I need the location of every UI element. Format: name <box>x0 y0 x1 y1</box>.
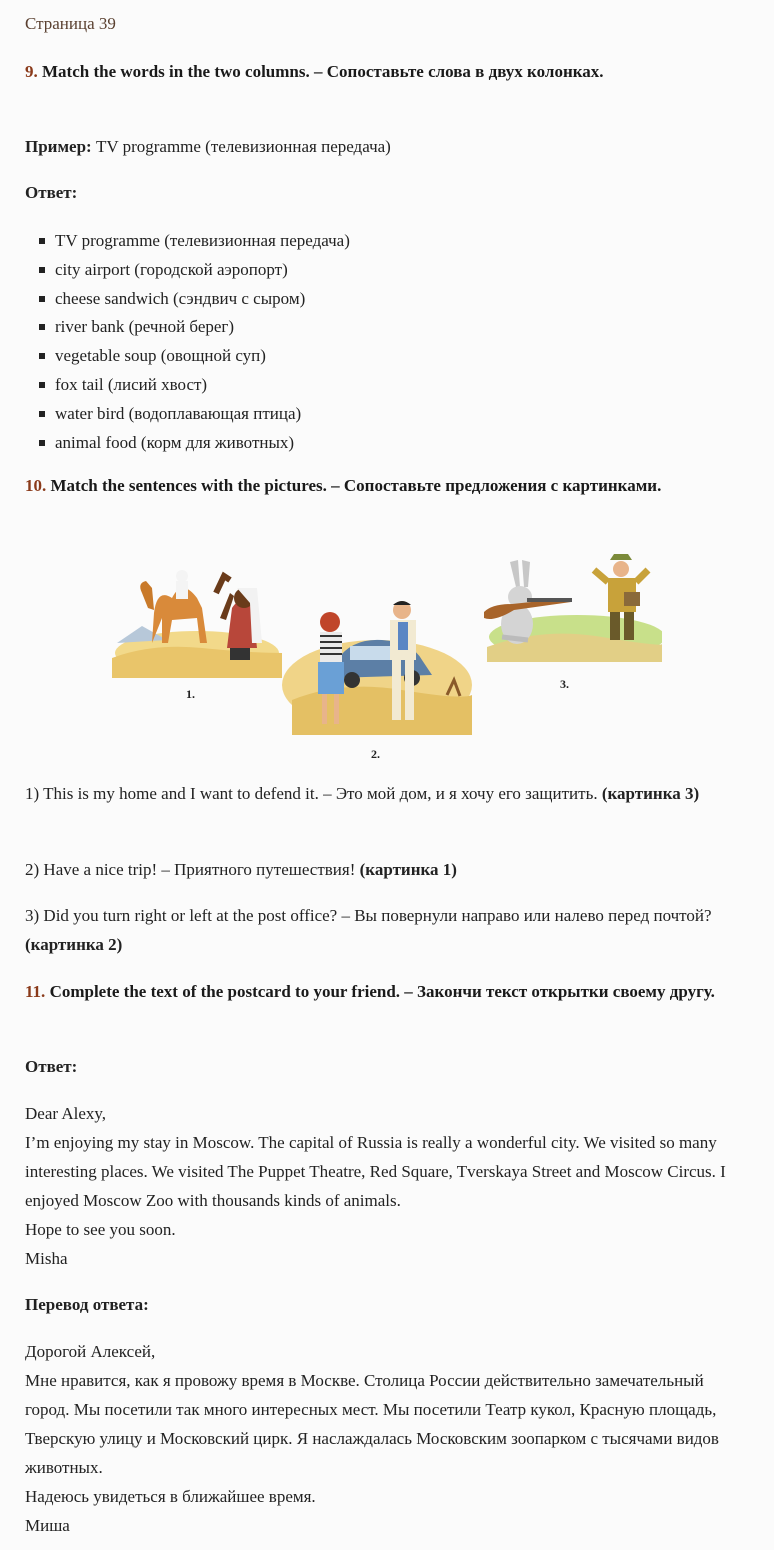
translation-letter <box>25 1337 752 1540</box>
picture-1-desert-illustration <box>112 548 282 678</box>
task10-heading <box>25 471 752 500</box>
translation-label: Перевод ответа: <box>25 1295 149 1314</box>
letter-greeting: Dear Alexy, <box>25 1104 107 1123</box>
example-text: TV programme (телевизионная передача) <box>95 137 391 156</box>
list-item: fox tail (лисий хвост) <box>25 370 350 399</box>
list-item: vegetable soup (овощной суп) <box>25 341 350 370</box>
picture-1-caption: 1. <box>186 687 195 701</box>
sentence-3-answer: (картинка 2) <box>25 935 123 954</box>
sentence-1-answer: (картинка 3) <box>601 784 700 803</box>
page-number: Страница 39 <box>25 14 116 33</box>
translation-signature: Миша <box>25 1516 70 1535</box>
task11-number: 11. <box>25 982 46 1001</box>
sentence-2-answer: (картинка 1) <box>359 860 457 879</box>
task11-answer-label: Ответ: <box>25 1057 78 1076</box>
sentence-3-text: 3) Did you turn right or left at the post office? – Вы повернули направо или налево перед почтой? <box>25 906 712 925</box>
list-item: cheese sandwich (сэндвич с сыром) <box>25 284 350 313</box>
task10-number: 10. <box>25 476 47 495</box>
letter-signature: Misha <box>25 1249 68 1268</box>
picture-2-caption: 2. <box>371 747 380 761</box>
task11-title: Complete the text of the postcard to your friend. – Закончи текст открытки своему другу. <box>49 982 715 1001</box>
task9-answer-label: Ответ: <box>25 183 78 202</box>
word-list <box>25 226 350 456</box>
task11-heading <box>25 977 752 1006</box>
task9-example <box>25 132 752 161</box>
sentence-2 <box>25 855 752 884</box>
letter-body: I’m enjoying my stay in Moscow. The capital of Russia is really a wonderful city. We visited so many interesting places. We visited The Puppet Theatre, Red Square, Tverskaya Street and Moscow Circus. I enjoyed Moscow Zoo with thousands kinds of animals. <box>25 1133 726 1210</box>
translation-greeting: Дорогой Алексей, <box>25 1342 156 1361</box>
example-label: Пример: <box>25 137 92 156</box>
letter-closing: Hope to see you soon. <box>25 1220 176 1239</box>
list-item: TV programme (телевизионная передача) <box>25 226 350 255</box>
sentence-2-text: 2) Have a nice trip! – Приятного путешествия! <box>25 860 360 879</box>
translation-closing: Надеюсь увидеться в ближайшее время. <box>25 1487 316 1506</box>
picture-2-car-illustration <box>282 600 472 735</box>
translation-body: Мне нравится, как я провожу время в Москве. Столица России действительно замечательный город. Мы посетили так много интересных мест. Мы посетили Театр кукол, Красную площадь, Тверскую улицу и Московский цирк. Я наслаждалась Московским зоопарком с тысячами видов животных. <box>25 1371 719 1477</box>
list-item: animal food (корм для животных) <box>25 428 350 457</box>
list-item: water bird (водоплавающая птица) <box>25 399 350 428</box>
task9-number: 9. <box>25 62 38 81</box>
task10-title: Match the sentences with the pictures. – Сопоставьте предложения с картинками. <box>50 476 662 495</box>
list-item: river bank (речной берег) <box>25 312 350 341</box>
picture-3-rabbit-hunter-illustration <box>482 552 662 662</box>
sentence-3 <box>25 901 752 959</box>
list-item: city airport (городской аэропорт) <box>25 255 350 284</box>
sentence-1-text: 1) This is my home and I want to defend it. – Это мой дом, и я хочу его защитить. <box>25 784 602 803</box>
postcard-letter <box>25 1099 752 1273</box>
sentence-1 <box>25 779 752 808</box>
task9-title: Match the words in the two columns. – Сопоставьте слова в двух колонках. <box>42 62 604 81</box>
picture-3-caption: 3. <box>560 677 569 691</box>
task9-heading <box>25 57 752 86</box>
